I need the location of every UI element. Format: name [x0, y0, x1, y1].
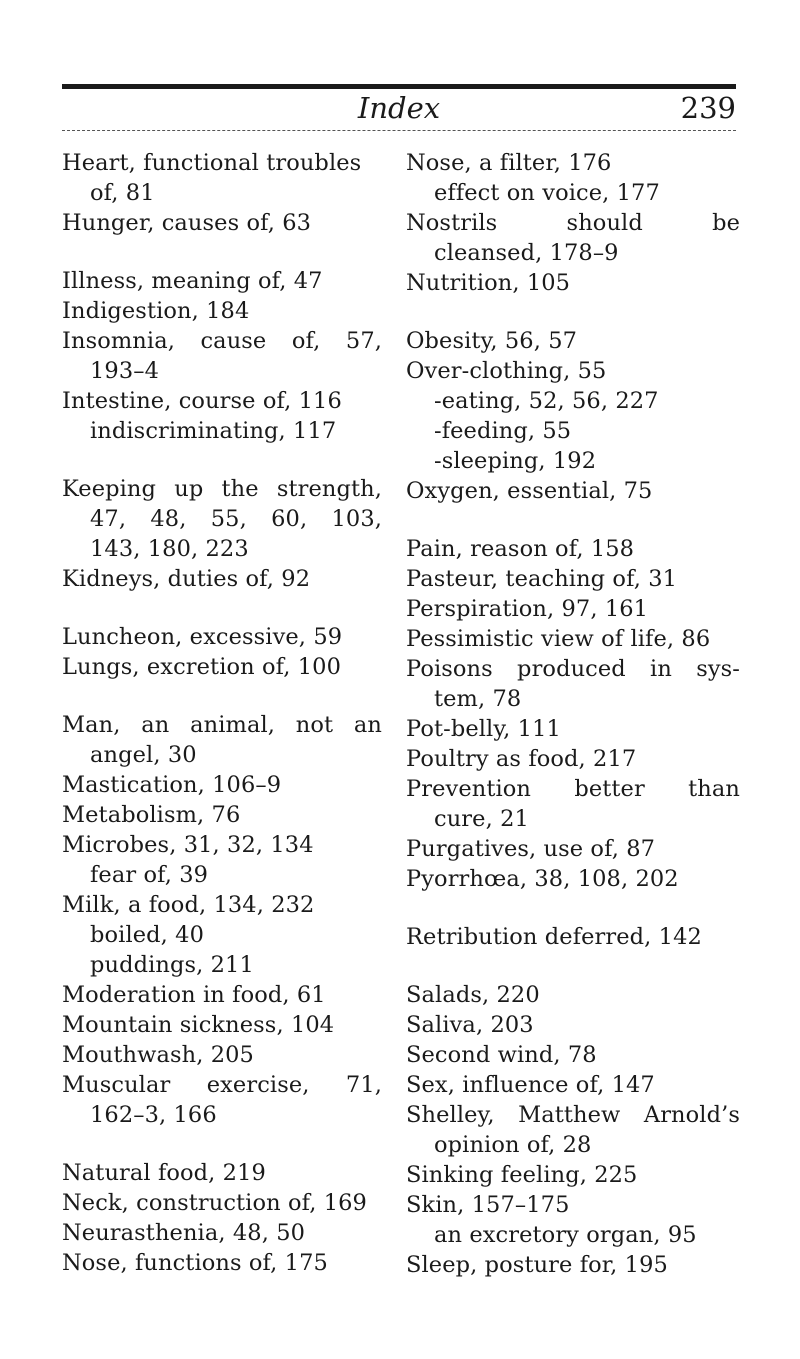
index-subentry: -eating, 52, 56, 227 — [434, 388, 659, 414]
index-entry: Indigestion, 184 — [62, 298, 250, 324]
index-entry: Over-clothing, 55 — [406, 358, 607, 384]
index-entry: Perspiration, 97, 161 — [406, 596, 649, 622]
index-entry: Kidneys, duties of, 92 — [62, 566, 311, 592]
index-entry: Second wind, 78 — [406, 1042, 597, 1068]
header-bottom-rule — [62, 130, 736, 131]
index-subentry: an excretory organ, 95 — [434, 1222, 697, 1248]
index-entry-continuation: 143, 180, 223 — [90, 536, 249, 562]
index-entry: Microbes, 31, 32, 134 — [62, 832, 314, 858]
index-letter-gap — [406, 894, 740, 922]
index-entry: Sinking feeling, 225 — [406, 1162, 638, 1188]
index-letter-gap — [62, 238, 382, 266]
index-entry: Moderation in food, 61 — [62, 982, 326, 1008]
index-entry: Sleep, posture for, 195 — [406, 1252, 668, 1278]
index-letter-gap — [62, 594, 382, 622]
index-entry: Insomnia, cause of, 57, — [62, 328, 382, 354]
index-subentry: puddings, 211 — [90, 952, 254, 978]
index-entry-continuation: cure, 21 — [434, 806, 529, 832]
index-letter-gap — [62, 1130, 382, 1158]
index-entry-continuation: 162–3, 166 — [90, 1102, 217, 1128]
index-entry: Pot-belly, 111 — [406, 716, 561, 742]
index-entry-continuation: 47, 48, 55, 60, 103, — [90, 506, 382, 532]
index-entry: Retribution deferred, 142 — [406, 924, 702, 950]
index-entry: Luncheon, excessive, 59 — [62, 624, 343, 650]
index-letter-gap — [62, 682, 382, 710]
index-entry: Illness, meaning of, 47 — [62, 268, 323, 294]
index-entry-continuation: cleansed, 178–9 — [434, 240, 619, 266]
index-entry-continuation: 193–4 — [90, 358, 160, 384]
index-entry: Pyorrhœa, 38, 108, 202 — [406, 866, 679, 892]
index-entry: Pasteur, teaching of, 31 — [406, 566, 678, 592]
index-entry: Keeping up the strength, — [62, 476, 382, 502]
index-entry: Milk, a food, 134, 232 — [62, 892, 315, 918]
page-header — [62, 88, 736, 132]
index-entry: Nutrition, 105 — [406, 270, 571, 296]
page-number: 239 — [680, 91, 736, 125]
index-entry-continuation: opinion of, 28 — [434, 1132, 592, 1158]
index-subentry: fear of, 39 — [90, 862, 209, 888]
index-entry: Oxygen, essential, 75 — [406, 478, 653, 504]
index-entry: Neck, construction of, 169 — [62, 1190, 367, 1216]
index-letter-gap — [406, 298, 740, 326]
index-entry: Mouthwash, 205 — [62, 1042, 254, 1068]
index-entry: Skin, 157–175 — [406, 1192, 570, 1218]
index-letter-gap — [406, 952, 740, 980]
index-entry: Sex, influence of, 147 — [406, 1072, 655, 1098]
index-entry: Poisons produced in sys- — [406, 656, 740, 682]
index-entry-continuation: angel, 30 — [90, 742, 197, 768]
index-entry: Man, an animal, not an — [62, 712, 382, 738]
index-entry: Nose, a filter, 176 — [406, 150, 612, 176]
index-subentry: -feeding, 55 — [434, 418, 572, 444]
index-entry: Lungs, excretion of, 100 — [62, 654, 342, 680]
index-entry-continuation: of, 81 — [90, 180, 155, 206]
index-column-left — [62, 148, 382, 1278]
index-entry: Nostrils should be — [406, 210, 740, 236]
index-entry: Shelley, Matthew Arnold’s — [406, 1102, 740, 1128]
index-entry: Purgatives, use of, 87 — [406, 836, 656, 862]
index-entry: Muscular exercise, 71, — [62, 1072, 382, 1098]
index-entry: Mountain sickness, 104 — [62, 1012, 335, 1038]
page-title: Index — [357, 91, 441, 125]
index-entry-continuation: tem, 78 — [434, 686, 522, 712]
index-entry: Heart, functional troubles — [62, 150, 362, 176]
index-entry: Saliva, 203 — [406, 1012, 534, 1038]
index-entry: Natural food, 219 — [62, 1160, 266, 1186]
index-entry: Poultry as food, 217 — [406, 746, 637, 772]
index-entry: Pain, reason of, 158 — [406, 536, 635, 562]
index-letter-gap — [62, 446, 382, 474]
index-entry: Salads, 220 — [406, 982, 540, 1008]
index-entry: Nose, functions of, 175 — [62, 1250, 328, 1276]
index-subentry: -sleeping, 192 — [434, 448, 597, 474]
index-letter-gap — [406, 506, 740, 534]
index-entry: Pessimistic view of life, 86 — [406, 626, 711, 652]
index-entry: Intestine, course of, 116 — [62, 388, 342, 414]
index-column-right — [406, 148, 740, 1280]
index-entry: Mastication, 106–9 — [62, 772, 282, 798]
index-subentry: indiscriminating, 117 — [90, 418, 337, 444]
index-subentry: boiled, 40 — [90, 922, 204, 948]
index-entry: Obesity, 56, 57 — [406, 328, 578, 354]
index-entry: Neurasthenia, 48, 50 — [62, 1220, 306, 1246]
index-entry: Metabolism, 76 — [62, 802, 241, 828]
index-entry: Prevention better than — [406, 776, 740, 802]
index-entry: Hunger, causes of, 63 — [62, 210, 312, 236]
index-subentry: effect on voice, 177 — [434, 180, 660, 206]
